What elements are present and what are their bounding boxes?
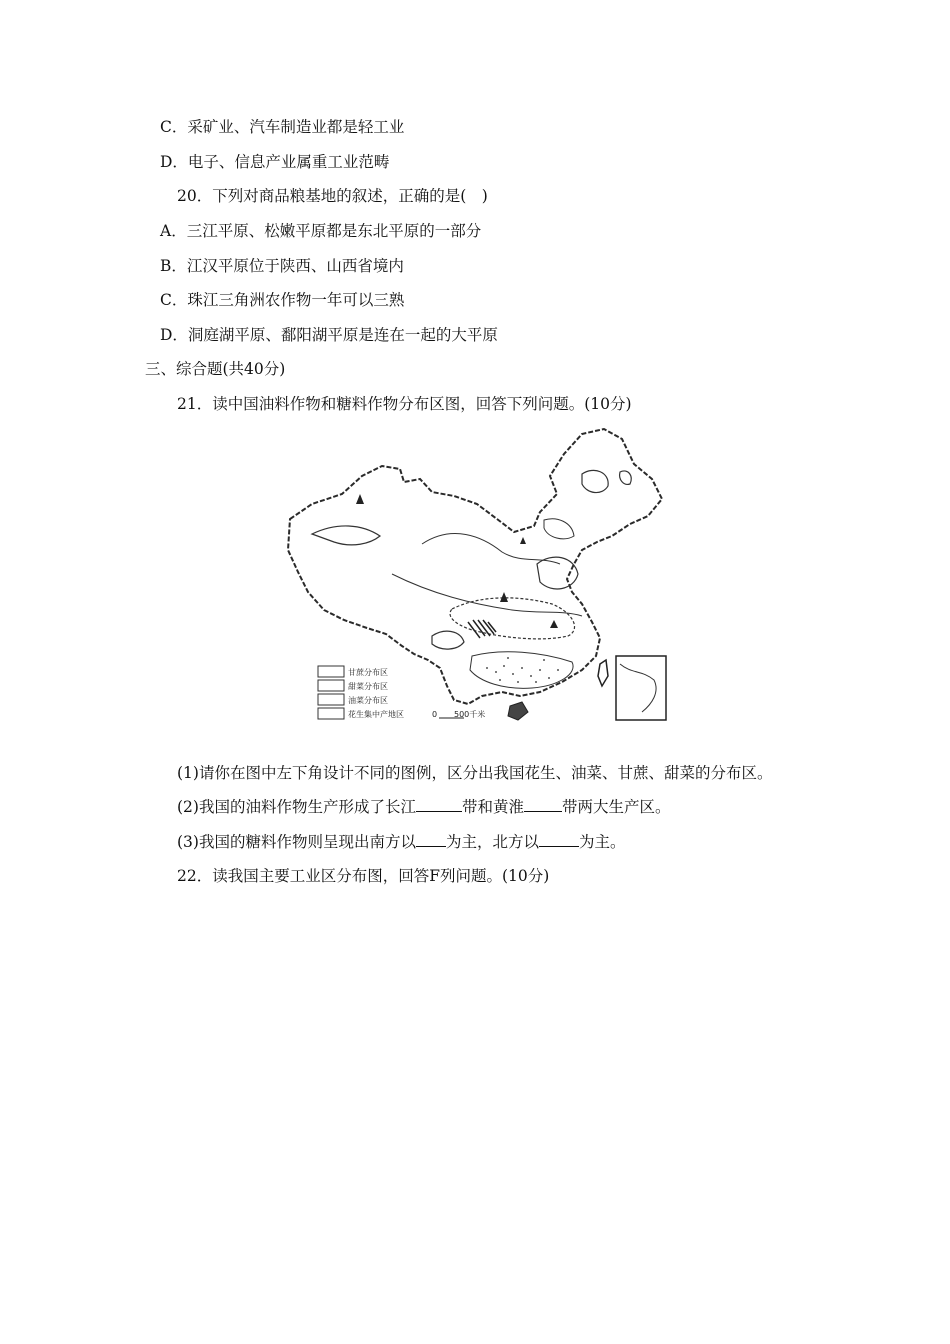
q21-sub2-part3: 带两大生产区。: [561, 798, 671, 816]
hainan-island: [508, 702, 528, 720]
q20-option-b: B．江汉平原位于陕西、山西省境内: [160, 257, 404, 275]
legend-box-2: [318, 680, 344, 691]
q21-sub3-part2: 为主，北方以: [445, 833, 539, 851]
answer-blank[interactable]: [416, 832, 446, 847]
legend-box-1: [318, 666, 344, 677]
sugarcane-dots: [486, 657, 559, 683]
region-northwest-basin: [312, 526, 380, 545]
answer-blank[interactable]: [524, 797, 562, 812]
legend-box-3: [318, 694, 344, 705]
region-sichuan-basin: [432, 631, 464, 649]
q20-stem: 20．下列对商品粮基地的叙述，正确的是( ): [177, 187, 488, 205]
q21-sub2: [177, 797, 671, 817]
section-3-heading: 三、综合题(共40分): [145, 360, 286, 378]
answer-blank[interactable]: [539, 832, 579, 847]
region-northeast-small: [620, 471, 632, 484]
legend-label-rapeseed: 油菜分布区: [348, 696, 388, 705]
q20-option-c: C．珠江三角洲农作物一年可以三熟: [160, 291, 405, 309]
legend-box-4: [318, 708, 344, 719]
legend-label-peanut: 花生集中产地区: [348, 710, 404, 719]
china-crop-map: [282, 424, 674, 730]
q21-stem: 21．读中国油料作物和糖料作物分布区图，回答下列问题。(10分): [177, 395, 632, 413]
china-crop-map-svg: [282, 424, 674, 730]
q21-sub3-part1: (3)我国的糖料作物则呈现出南方以: [177, 833, 416, 851]
south-china-sea-inset: [616, 656, 666, 720]
q21-sub2-part2: 带和黄淮: [461, 798, 524, 816]
region-yangtze-rapeseed: [450, 598, 574, 639]
scale-zero: 0: [432, 710, 438, 719]
q21-sub1: (1)请你在图中左下角设计不同的图例，区分出我国花生、油菜、甘蔗、甜菜的分布区。: [177, 764, 773, 782]
taiwan-island: [598, 660, 608, 686]
crop-symbols: [356, 494, 558, 628]
hatched-cluster: [468, 620, 496, 638]
q21-sub2-part1: (2)我国的油料作物生产形成了长江: [177, 798, 416, 816]
map-legend: [318, 666, 404, 719]
q20-option-a: A．三江平原、松嫩平原都是东北平原的一部分: [160, 222, 482, 240]
q21-sub3-part3: 为主。: [578, 833, 626, 851]
scale-label: 500千米: [454, 710, 486, 719]
q22-stem: 22．读我国主要工业区分布图，回答F列问题。(10分): [177, 867, 550, 885]
legend-label-sugarcane: 甘蔗分布区: [348, 668, 388, 677]
q21-sub3: [177, 832, 626, 852]
scale-bar: [432, 709, 485, 719]
region-north-china-plain: [537, 557, 578, 589]
q19-option-d: D．电子、信息产业属重工业范畴: [160, 153, 390, 171]
q20-option-d: D．洞庭湖平原、鄱阳湖平原是连在一起的大平原: [160, 326, 498, 344]
legend-label-beet: 甜菜分布区: [348, 682, 388, 691]
yellow-river: [422, 534, 560, 564]
answer-blank[interactable]: [416, 797, 462, 812]
yangtze-river: [392, 574, 582, 616]
inset-coast: [620, 664, 656, 712]
q19-option-c: C．采矿业、汽车制造业都是轻工业: [160, 118, 405, 136]
region-northeast-beet: [582, 470, 608, 492]
region-inner-mongolia: [544, 519, 574, 539]
